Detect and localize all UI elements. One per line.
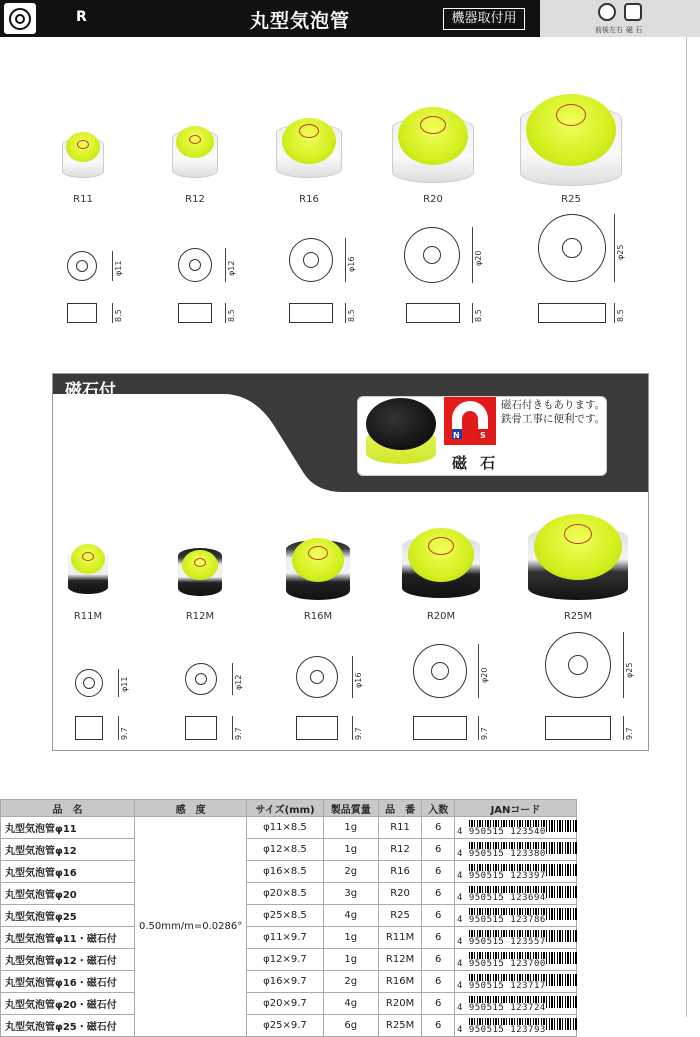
product-label: R16 [299, 194, 319, 205]
magnet-icon [624, 3, 642, 21]
jan-number [457, 893, 546, 903]
divider [686, 37, 687, 1017]
drawing-top-view [178, 248, 212, 282]
column-header: 製品質量 [323, 800, 378, 817]
barcode [457, 1017, 574, 1035]
jan-cell [455, 817, 577, 839]
dimension-height: 9.7 [480, 727, 489, 740]
product-name-cell: 丸型気泡管φ11 [1, 817, 135, 839]
jan-number-text: 4 950515 123397 [457, 870, 546, 881]
drawing-side-view [178, 303, 212, 323]
dimension-line [112, 251, 113, 281]
product-label: R12 [185, 194, 205, 205]
part-number-cell: R12M [378, 949, 422, 971]
dimension-line [225, 248, 226, 282]
table-row [1, 971, 577, 993]
quantity-cell: 6 [422, 971, 455, 993]
dimension-diameter: φ11 [114, 260, 123, 276]
magnet-label: 磁 石 [626, 26, 643, 34]
product-label: R16M [303, 611, 333, 622]
dimension-height: 8.5 [474, 309, 483, 322]
drawing-side-view [545, 716, 611, 740]
magnet-icon [444, 397, 496, 445]
size-cell: φ16×8.5 [247, 861, 324, 883]
mass-cell: 3g [323, 883, 378, 905]
size-cell: φ11×9.7 [247, 927, 324, 949]
magnet-sample-photo [366, 398, 436, 464]
dimension-line [232, 716, 233, 740]
dimension-diameter: φ16 [354, 672, 363, 688]
drawing-top-view [545, 632, 611, 698]
product-label: R12M [185, 611, 215, 622]
column-header: サイズ(mm) [247, 800, 324, 817]
size-cell: φ20×8.5 [247, 883, 324, 905]
jan-number-text: 4 950515 123557 [457, 936, 546, 947]
dimension-line [623, 716, 624, 740]
barcode [457, 995, 574, 1013]
jan-cell [455, 993, 577, 1015]
drawing-side-view [406, 303, 460, 323]
jan-number-text: 4 950515 123380 [457, 848, 546, 859]
product-label: R11 [73, 194, 93, 205]
product-name-cell: 丸型気泡管φ25 [1, 905, 135, 927]
drawing-top-view [296, 656, 338, 698]
jan-cell [455, 1015, 577, 1037]
magnet-n-label: N [453, 431, 460, 440]
dimension-height: 9.7 [234, 727, 243, 740]
drawing-top-view [404, 227, 460, 283]
barcode [457, 951, 574, 969]
all-direction-icon [598, 3, 616, 21]
product-label: R11M [73, 611, 103, 622]
dimension-line [472, 303, 473, 323]
magnet-caption: 磁 石 [452, 454, 500, 472]
series-code: R [76, 9, 87, 25]
all-direction-label: 前後左右 [595, 26, 623, 34]
jan-number [457, 827, 546, 837]
product-name-cell: 丸型気泡管φ16 [1, 861, 135, 883]
sensitivity-cell: 0.50mm/m=0.0286° [135, 817, 247, 1037]
size-cell: φ25×8.5 [247, 905, 324, 927]
barcode [457, 885, 574, 903]
dimension-line [118, 716, 119, 740]
magnet-note-line1: 磁石付きもあります。 [501, 399, 606, 411]
dimension-diameter: φ20 [474, 250, 483, 266]
dimension-height: 8.5 [347, 309, 356, 322]
table-row [1, 861, 577, 883]
part-number-cell: R20M [378, 993, 422, 1015]
quantity-cell: 6 [422, 839, 455, 861]
jan-number [457, 1003, 546, 1013]
dimension-line [118, 669, 119, 697]
drawing-top-view [67, 251, 97, 281]
quantity-cell: 6 [422, 949, 455, 971]
quantity-cell: 6 [422, 883, 455, 905]
dimension-diameter: φ12 [227, 260, 236, 276]
part-number-cell: R11M [378, 927, 422, 949]
table-row [1, 949, 577, 971]
banner-cutout [53, 394, 353, 494]
usage-tag: 機器取付用 [443, 8, 525, 30]
barcode [457, 841, 574, 859]
magnet-note [501, 398, 605, 426]
dimension-height: 9.7 [354, 727, 363, 740]
drawing-side-view [67, 303, 97, 323]
part-number-cell: R20 [378, 883, 422, 905]
column-header: 感 度 [135, 800, 247, 817]
product-photo-r20m [402, 524, 480, 598]
mass-cell: 1g [323, 949, 378, 971]
quantity-cell: 6 [422, 1015, 455, 1037]
dimension-height: 8.5 [616, 309, 625, 322]
dimension-line [614, 303, 615, 323]
product-name-cell: 丸型気泡管φ12 [1, 839, 135, 861]
jan-number [457, 849, 546, 859]
product-photo-r12m [178, 540, 222, 596]
dimension-line [352, 656, 353, 698]
drawing-side-view [75, 716, 103, 740]
quantity-cell: 6 [422, 905, 455, 927]
dimension-diameter: φ20 [480, 667, 489, 683]
dimension-line [478, 644, 479, 698]
quantity-cell: 6 [422, 817, 455, 839]
product-name-cell: 丸型気泡管φ25・磁石付 [1, 1015, 135, 1037]
magnet-section-title: 磁石付 [65, 381, 116, 401]
product-photo-r11m [68, 540, 108, 594]
drawing-top-view [289, 238, 333, 282]
jan-number-text: 4 950515 123717 [457, 980, 546, 991]
jan-cell [455, 927, 577, 949]
column-header: 品 番 [378, 800, 422, 817]
dimension-line [112, 303, 113, 323]
jan-number [457, 959, 546, 969]
table-row [1, 993, 577, 1015]
product-photo-r16m [286, 530, 350, 600]
jan-number-text: 4 950515 123724 [457, 1002, 546, 1013]
dimension-line [352, 716, 353, 740]
size-cell: φ20×9.7 [247, 993, 324, 1015]
jan-cell [455, 949, 577, 971]
barcode [457, 973, 574, 991]
product-label: R25 [561, 194, 581, 205]
table-row [1, 905, 577, 927]
product-photo-r25m [528, 510, 628, 600]
drawing-side-view [413, 716, 467, 740]
dimension-height: 8.5 [227, 309, 236, 322]
product-photo-r16 [276, 114, 342, 178]
mass-cell: 4g [323, 905, 378, 927]
product-name-cell: 丸型気泡管φ20 [1, 883, 135, 905]
dimension-line [345, 238, 346, 282]
drawing-side-view [289, 303, 333, 323]
jan-number-text: 4 950515 123793 [457, 1024, 546, 1035]
jan-number [457, 1025, 546, 1035]
product-label: R20M [426, 611, 456, 622]
column-header: 入数 [422, 800, 455, 817]
dimension-height: 9.7 [120, 727, 129, 740]
part-number-cell: R25M [378, 1015, 422, 1037]
table-row [1, 883, 577, 905]
page-header [0, 0, 700, 37]
product-name-cell: 丸型気泡管φ16・磁石付 [1, 971, 135, 993]
jan-cell [455, 905, 577, 927]
product-name-cell: 丸型気泡管φ11・磁石付 [1, 927, 135, 949]
product-photo-r20 [392, 103, 474, 183]
part-number-cell: R25 [378, 905, 422, 927]
quantity-cell: 6 [422, 927, 455, 949]
drawing-side-view [296, 716, 338, 740]
dimension-diameter: φ12 [234, 674, 243, 690]
quantity-cell: 6 [422, 861, 455, 883]
size-cell: φ16×9.7 [247, 971, 324, 993]
mass-cell: 6g [323, 1015, 378, 1037]
product-label: R20 [423, 194, 443, 205]
jan-number [457, 915, 546, 925]
jan-cell [455, 861, 577, 883]
jan-number-text: 4 950515 123694 [457, 892, 546, 903]
magnet-note-line2: 鉄骨工事に便利です。 [501, 413, 606, 425]
mass-cell: 1g [323, 839, 378, 861]
product-photo-r12 [172, 122, 218, 178]
drawing-top-view [413, 644, 467, 698]
part-number-cell: R11 [378, 817, 422, 839]
jan-number-text: 4 950515 123540 [457, 826, 546, 837]
jan-cell [455, 971, 577, 993]
jan-cell [455, 839, 577, 861]
drawing-side-view [185, 716, 217, 740]
column-header: JANコード [455, 800, 577, 817]
dimension-diameter: φ25 [625, 662, 634, 678]
jan-cell [455, 883, 577, 905]
dimension-height: 8.5 [114, 309, 123, 322]
product-name-cell: 丸型気泡管φ20・磁石付 [1, 993, 135, 1015]
drawing-top-view [75, 669, 103, 697]
part-number-cell: R16M [378, 971, 422, 993]
page-title: 丸型気泡管 [250, 10, 351, 32]
table-row [1, 817, 577, 839]
size-cell: φ25×9.7 [247, 1015, 324, 1037]
dimension-line [225, 303, 226, 323]
product-photo-r11 [62, 128, 104, 178]
size-cell: φ11×8.5 [247, 817, 324, 839]
dimension-line [232, 663, 233, 695]
mass-cell: 1g [323, 817, 378, 839]
product-photo-r25 [520, 90, 622, 186]
barcode [457, 819, 574, 837]
drawing-top-view [185, 663, 217, 695]
feature-icons [540, 0, 700, 37]
drawing-top-view [538, 214, 606, 282]
column-header: 品 名 [1, 800, 135, 817]
dimension-line [345, 303, 346, 323]
product-name-cell: 丸型気泡管φ12・磁石付 [1, 949, 135, 971]
product-label: R25M [563, 611, 593, 622]
mass-cell: 2g [323, 861, 378, 883]
magnet-s-label: S [480, 431, 486, 440]
dimension-line [478, 716, 479, 740]
mass-cell: 1g [323, 927, 378, 949]
dimension-diameter: φ25 [616, 244, 625, 260]
spec-table [0, 799, 577, 1037]
bullseye-level-icon [4, 3, 36, 34]
table-row [1, 927, 577, 949]
part-number-cell: R12 [378, 839, 422, 861]
dimension-diameter: φ16 [347, 256, 356, 272]
size-cell: φ12×8.5 [247, 839, 324, 861]
jan-number-text: 4 950515 123786 [457, 914, 546, 925]
quantity-cell: 6 [422, 993, 455, 1015]
mass-cell: 4g [323, 993, 378, 1015]
jan-number [457, 937, 546, 947]
mass-cell: 2g [323, 971, 378, 993]
barcode [457, 929, 574, 947]
barcode [457, 863, 574, 881]
table-header-row [1, 800, 577, 817]
dimension-line [472, 227, 473, 283]
size-cell: φ12×9.7 [247, 949, 324, 971]
dimension-diameter: φ11 [120, 676, 129, 692]
dimension-height: 9.7 [625, 727, 634, 740]
part-number-cell: R16 [378, 861, 422, 883]
table-row [1, 839, 577, 861]
table-row [1, 1015, 577, 1037]
dimension-line [614, 214, 615, 282]
barcode [457, 907, 574, 925]
jan-number-text: 4 950515 123700 [457, 958, 546, 969]
jan-number [457, 871, 546, 881]
dimension-line [623, 632, 624, 698]
jan-number [457, 981, 546, 991]
drawing-side-view [538, 303, 606, 323]
